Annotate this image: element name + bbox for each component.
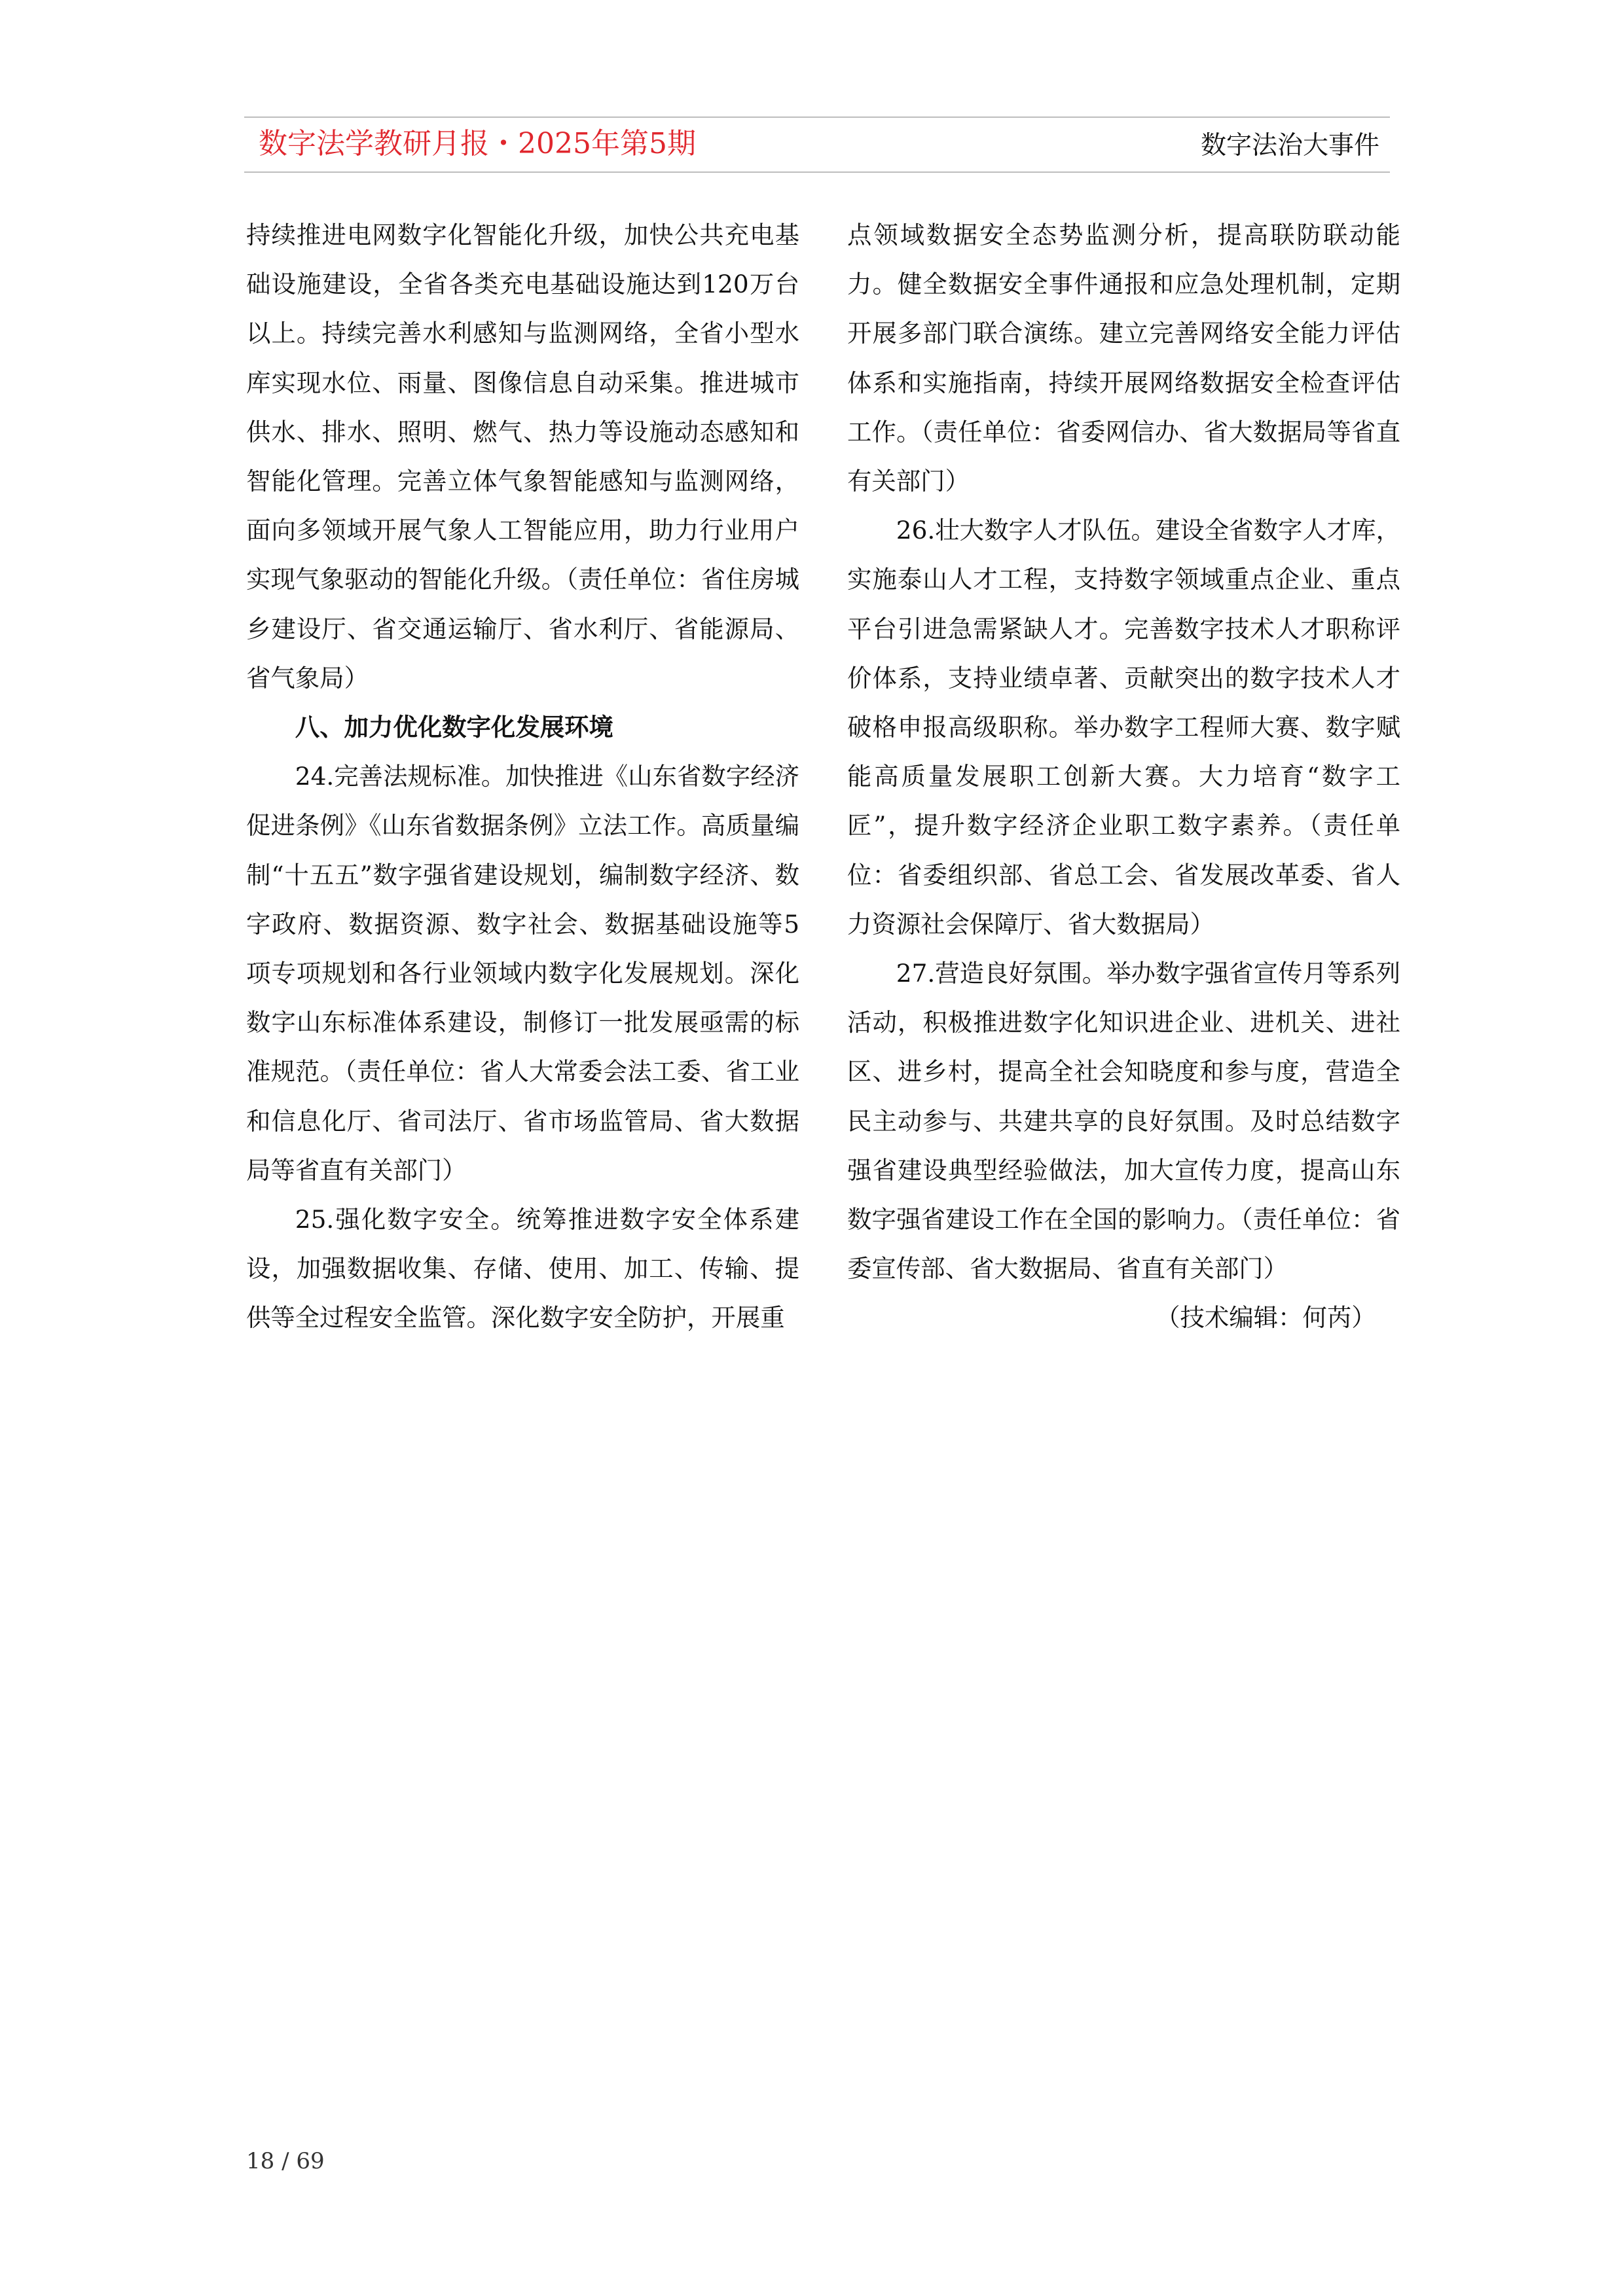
technical-editor: （技术编辑：何芮） xyxy=(1156,1303,1376,1333)
paragraph-27: 27.营造良好氛围。举办数字强省宣传月等系列活动，积极推进数字化知识进企业、进机关、进社区、进乡村，提高全社会知晓度和参与度，营造全民主动参与、共建共享的良好氛围。及时总结数字强省建设典型经验做法，加大宣传力度，提高山东数字强省建设工作在全国的影响力。（责任单位：省委宣传部、省大数据局、省直有关部门） xyxy=(847,959,1400,1283)
header-bottom-rule xyxy=(244,171,1390,173)
paragraph-26: 26.壮大数字人才队伍。建设全省数字人才库，实施泰山人才工程，支持数字领域重点企业、重点平台引进急需紧缺人才。完善数字技术人才职称评价体系，支持业绩卓著、贡献突出的数字技术人才破格申报高级职称。举办数字工程师大赛、数字赋能高质量发展职工创新大赛。大力培育“数字工匠”，提升数字经济企业职工数字素养。（责任单位：省委组织部、省总工会、省发展改革委、省人力资源社会保障厅、省大数据局） xyxy=(847,516,1400,939)
paragraph-25: 25.强化数字安全。统筹推进数字安全体系建设，加强数据收集、存储、使用、加工、传输、提供等全过程安全监管。深化数字安全防护，开展重 xyxy=(246,1205,799,1333)
section-title: 数字法治大事件 xyxy=(1200,131,1379,160)
section-heading-8: 八、加力优化数字化发展环境 xyxy=(295,713,613,742)
left-column xyxy=(246,211,799,1343)
journal-title: 数字法学教研月报・2025年第5期 xyxy=(259,127,696,160)
paragraph-24: 24.完善法规标准。加快推进《山东省数字经济促进条例》《山东省数据条例》立法工作。高质量编制“十五五”数字强省建设规划，编制数字经济、数字政府、数据资源、数字社会、数据基础设施等5项专项规划和各行业领域内数字化发展规划。深化数字山东标准体系建设，制修订一批发展亟需的标准规范。（责任单位：省人大常委会法工委、省工业和信息化厅、省司法厅、省市场监管局、省大数据局等省直有关部门） xyxy=(246,762,799,1185)
paragraph-25-cont: 点领域数据安全态势监测分析，提高联防联动能力。健全数据安全事件通报和应急处理机制，定期开展多部门联合演练。建立完善网络安全能力评估体系和实施指南，持续开展网络数据安全检查评估工作。（责任单位：省委网信办、省大数据局等省直有关部门） xyxy=(847,221,1400,496)
header-top-rule xyxy=(244,117,1390,118)
paragraph-infrastructure-cont: 持续推进电网数字化智能化升级，加快公共充电基础设施建设，全省各类充电基础设施达到120万台以上。持续完善水利感知与监测网络，全省小型水库实现水位、雨量、图像信息自动采集。推进城市供水、排水、照明、燃气、热力等设施动态感知和智能化管理。完善立体气象智能感知与监测网络，面向多领域开展气象人工智能应用，助力行业用户实现气象驱动的智能化升级。（责任单位：省住房城乡建设厅、省交通运输厅、省水利厅、省能源局、省气象局） xyxy=(246,221,799,692)
right-column xyxy=(847,211,1400,1343)
page-indicator: 18 / 69 xyxy=(246,2148,325,2174)
